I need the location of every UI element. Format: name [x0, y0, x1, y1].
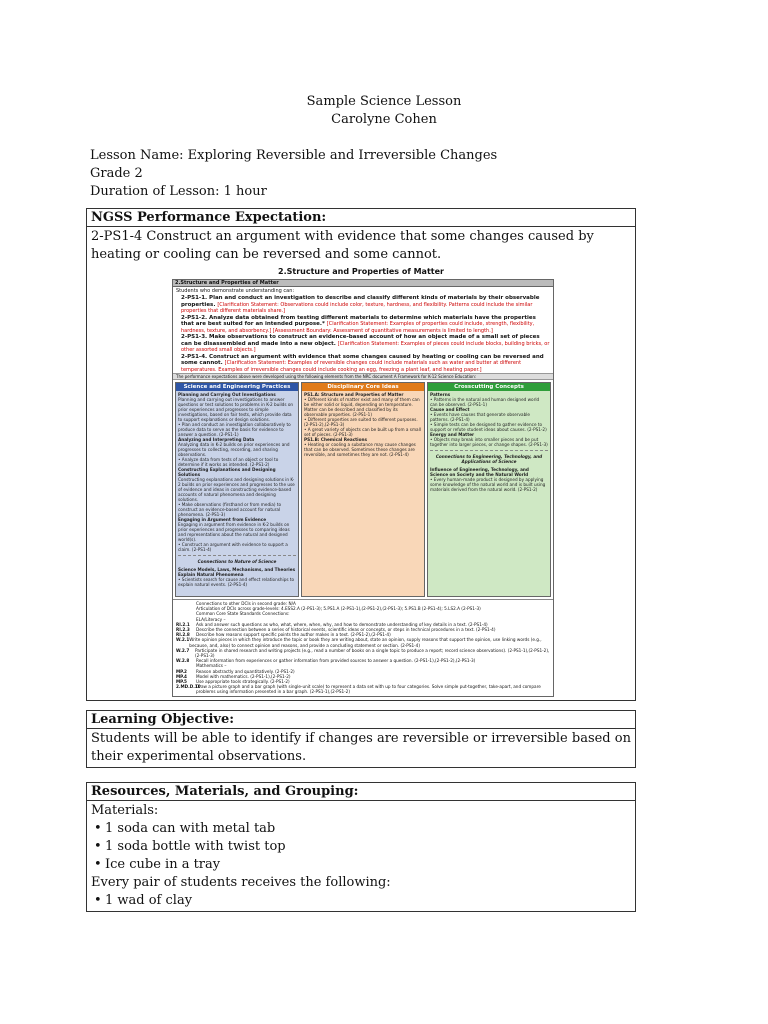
block-heading: Constructing Explanations and Designing Solutions — [178, 467, 276, 477]
pe-clarification: [Clarification Statement: Examples of properties could include, strength, flexibility, hardness, texture, and absorbency.] [Assessment Boundary: Assessment of quantitative measurements is limited to length.] — [181, 321, 535, 334]
framework-columns — [173, 380, 553, 599]
connection-code: RI.2.1 — [176, 621, 190, 627]
block-text: • Plan and conduct an investigation collaboratively to produce data to serve as the basis for evidence to answer a question. (2-PS1-1) — [178, 422, 291, 437]
pair-item: • 1 wad of clay — [91, 892, 631, 910]
connection-text: Recall information from experiences or gather information from provided sources to answer a question. (2-PS1-1),(2-PS1-2),(2-PS1-3) — [196, 658, 476, 664]
connection-text: ELA/Literacy – — [196, 616, 226, 622]
connection-text: Describe how reasons support specific points the author makes in a text. (2-PS1-2),(2-PS1-4) — [196, 632, 391, 638]
block-text: • Every human-made product is designed by applying some knowledge of the natural world and is built using materials derived from the natural world. (2-PS1-2) — [430, 477, 546, 492]
standard-intro: Students who demonstrate understanding can: — [176, 288, 295, 294]
pe-text: Analyze data obtained from testing different materials to determine which materials have the properties that are best suited for an intended purpose.* — [181, 314, 536, 327]
dashed-divider — [430, 450, 548, 451]
connection-text: Participate in shared research and writing projects (e.g., read a number of books on a single topic to produce a report; record science observations). (2-PS1-1),(2-PS1-2),(2-PS1-3) — [195, 647, 550, 659]
performance-expectation — [173, 315, 553, 335]
block-text: Constructing explanations and designing solutions in K-2 builds on prior experiences and progresses to the use of evidence and ideas in constructing evidence-based accounts of natural phenomena and designing solutions. — [178, 477, 295, 502]
block-text: • Different kinds of matter exist and many of them can be either solid or liquid, depending on temperature. Matter can be described and classified by its observable properties. (2-PS1-1) — [304, 397, 420, 417]
lesson-name: Lesson Name: Exploring Reversible and Irreversible Changes — [90, 148, 498, 163]
column-heading: Disciplinary Core Ideas — [302, 383, 424, 391]
connection-text: Articulation of DCIs across grade-levels: 4.ESS2.A (2-PS1-3); 5.PS1.A (2-PS1-1),(2-PS1-2),(2-PS1-3); 5.PS1.B (2-PS1-4); 5.LS2.A (2-PS1-3) — [196, 606, 481, 612]
objective-heading: Learning Objective: — [87, 711, 635, 729]
objective-text: Students will be able to identify if changes are reversible or irreversible based on their experimental observations. — [91, 731, 631, 764]
connection-code: W.2.1 — [176, 637, 190, 643]
block-heading: Cause and Effect — [430, 407, 470, 412]
performance-expectation — [173, 295, 553, 315]
column-body — [428, 391, 550, 493]
block-text: • Make observations (firsthand or from media) to construct an evidence-based account for natural phenomena. (2-PS1-3) — [178, 502, 282, 517]
connection-code: MP.4 — [176, 673, 187, 679]
block-text: • Heating or cooling a substance may cause changes that can be observed. Sometimes these changes are reversible, and sometimes they are not. (2-PS1-4) — [304, 442, 416, 457]
connection-text: Use appropriate tools strategically. (2-PS1-2) — [196, 679, 290, 685]
standard-bar: 2.Structure and Properties of Matter — [173, 280, 553, 287]
ngss-heading: NGSS Performance Expectation: — [87, 209, 635, 227]
block-text: • Simple tests can be designed to gather evidence to support or refute student ideas about causes. (2-PS1-2) — [430, 422, 547, 432]
connection-code: 2.MD.D.10 — [176, 684, 201, 690]
pe-text: Plan and conduct an investigation to describe and classify different kinds of materials by their observable properties. — [181, 295, 540, 308]
connection-text: Connections to other DCIs in second grade: N/A — [196, 601, 296, 606]
block-text: Engaging in argument from evidence in K-2 builds on prior experiences and progresses to comparing ideas and representations about the natural and designed world(s). — [178, 522, 290, 542]
standard-title: 2.Structure and Properties of Matter — [278, 267, 444, 276]
objective-section — [86, 710, 636, 768]
lesson-grade: Grade 2 — [90, 166, 143, 181]
block-text: • Objects may break into smaller pieces and be put together into larger pieces, or change shapes. (2-PS1-3) — [430, 437, 548, 447]
material-item: • 1 soda bottle with twist top — [91, 838, 631, 856]
block-heading: Energy and Matter — [430, 432, 475, 437]
connection-row — [176, 684, 550, 694]
pe-text: Construct an argument with evidence that some changes caused by heating or cooling can be reversed and some cannot. — [181, 353, 544, 366]
lesson-duration: Duration of Lesson: 1 hour — [90, 184, 267, 199]
pe-code: 2-PS1-1. — [181, 295, 210, 301]
column-heading: Crosscutting Concepts — [428, 383, 550, 391]
block-text: Planning and carrying out investigations to answer questions or test solutions to problems in K-2 builds on prior experiences and progresses to simple investigations, based on fair tests, which provide data to support explanations or design solutions. — [178, 397, 294, 422]
connection-text: Ask and answer such questions as who, what, where, when, why, and how to demonstrate understanding of key details in a text. (2-PS1-4) — [196, 621, 488, 627]
connection-text: Common Core State Standards Connections: — [196, 611, 290, 617]
materials-list — [91, 820, 631, 874]
ngss-text: 2-PS1-4 Construct an argument with evidence that some changes caused by heating or cooling can be reversed and some cannot. — [91, 229, 594, 262]
material-item: • Ice cube in a tray — [91, 856, 631, 874]
block-text: • Patterns in the natural and human designed world can be observed. (2-PS1-1) — [430, 397, 540, 407]
standard-table — [172, 279, 554, 697]
connection-code: W.2.8 — [176, 658, 190, 664]
materials-label: Materials: — [91, 803, 159, 818]
block-text: • Events have causes that generate observable patterns. (2-PS1-4) — [430, 412, 530, 422]
performance-expectation — [173, 334, 553, 354]
block-text: Analyzing data in K-2 builds on prior experiences and progresses to collecting, recording, and sharing observations. — [178, 442, 290, 457]
performance-expectation — [173, 354, 553, 374]
pair-items-list — [91, 892, 631, 910]
connection-code: MP.2 — [176, 668, 187, 674]
block-text: • Analyze data from tests of an object or tool to determine if it works as intended. (2-PS1-2) — [178, 457, 279, 467]
connection-code: W.2.7 — [176, 647, 190, 653]
performance-expectations — [173, 295, 553, 373]
block-heading: Engaging in Argument from Evidence — [178, 517, 267, 522]
connection-text: Mathematics – — [196, 663, 227, 669]
block-heading: Planning and Carrying Out Investigations — [178, 392, 276, 397]
framework-column — [175, 382, 299, 597]
block-text: • Scientists search for cause and effect relationships to explain natural events. (2-PS1-4) — [178, 577, 295, 587]
pe-clarification: [Clarification Statement: Examples of reversible changes could include materials such as water and butter at different temperatures. Examples of irreversible changes could include cooking an egg, freezing a plant leaf, and heating paper.] — [181, 360, 522, 373]
block-text: • Different properties are suited to different purposes. (2-PS1-2),(2-PS1-3) — [304, 417, 418, 427]
document-title: Sample Science Lesson — [306, 94, 462, 109]
pe-code: 2-PS1-2. — [181, 314, 210, 321]
framework-note: The performance expectations above were developed using the following elements from the NRC document A Framework for K-12 Science Education: — [173, 373, 553, 380]
connection-text: Describe the connection between a series of historical events, scientific ideas or concepts, or steps in technical procedures in a text. (2-PS1-4) — [196, 627, 496, 633]
column-body — [176, 391, 298, 588]
connection-row — [176, 637, 550, 647]
resources-section — [86, 782, 636, 912]
dashed-divider — [178, 555, 296, 556]
block-heading: PS1.B: Chemical Reactions — [304, 437, 367, 442]
connections-heading: Connections to Engineering, Technology, and Applications of Science — [435, 454, 543, 464]
connection-text: Write opinion pieces in which they introduce the topic or book they are writing about, state an opinion, supply reasons that support the opinion, use linking words (e.g., because, and, also) to connect opinion and reasons, and provide a concluding statement or section. (2-PS1-4) — [189, 637, 542, 648]
connection-row — [176, 648, 550, 658]
pe-clarification: [Clarification Statement: Observations could include color, texture, hardness, and flexibility. Patterns could include the similar properties that different materials share.] — [181, 301, 533, 314]
connection-text: Model with mathematics. (2-PS1-1),(2-PS1-2) — [196, 673, 291, 679]
material-item: • 1 soda can with metal tab — [91, 820, 631, 838]
pe-text: Make observations to construct an evidence-based account of how an object made of a small set of pieces can be disassembled and made into a new object. — [181, 334, 540, 347]
ngss-section — [86, 208, 636, 701]
connection-text: Draw a picture graph and a bar graph (with single-unit scale) to represent a data set with up to four categories. Solve simple put-together, take-apart, and compare problems using information presented in a bar graph. (2-PS1-1),(2-PS1-2) — [196, 684, 541, 695]
pair-label: Every pair of students receives the following: — [91, 875, 391, 890]
connection-code: RI.2.8 — [176, 632, 190, 638]
connection-text: Reason abstractly and quantitatively. (2-PS1-2) — [196, 668, 295, 674]
block-heading: Analyzing and Interpreting Data — [178, 437, 255, 442]
resources-heading: Resources, Materials, and Grouping: — [87, 783, 635, 801]
framework-column — [427, 382, 551, 597]
block-text: • Construct an argument with evidence to support a claim. (2-PS1-4) — [178, 542, 288, 552]
block-heading: Science Models, Laws, Mechanisms, and Theories Explain Natural Phenomena — [178, 567, 296, 577]
document-author: Carolyne Cohen — [331, 112, 437, 127]
framework-column — [301, 382, 425, 597]
block-heading: PS1.A: Structure and Properties of Matter — [304, 392, 404, 397]
pe-code: 2-PS1-3. — [181, 334, 210, 340]
column-body — [302, 391, 424, 458]
connection-code: RI.2.3 — [176, 627, 190, 633]
column-heading: Science and Engineering Practices — [176, 383, 298, 391]
block-heading: Influence of Engineering, Technology, and Science on Society and the Natural World — [430, 467, 529, 477]
block-text: • A great variety of objects can be built up from a small set of pieces. (2-PS1-3) — [304, 427, 421, 437]
connections-heading: Connections to Nature of Science — [197, 559, 277, 564]
pe-clarification: [Clarification Statement: Examples of pieces could include blocks, building bricks, or other assorted small objects.] — [181, 340, 550, 353]
block-heading: Patterns — [430, 392, 451, 397]
pe-code: 2-PS1-4. — [181, 353, 210, 360]
standards-connections — [173, 599, 553, 696]
connection-code: MP.5 — [176, 679, 187, 685]
